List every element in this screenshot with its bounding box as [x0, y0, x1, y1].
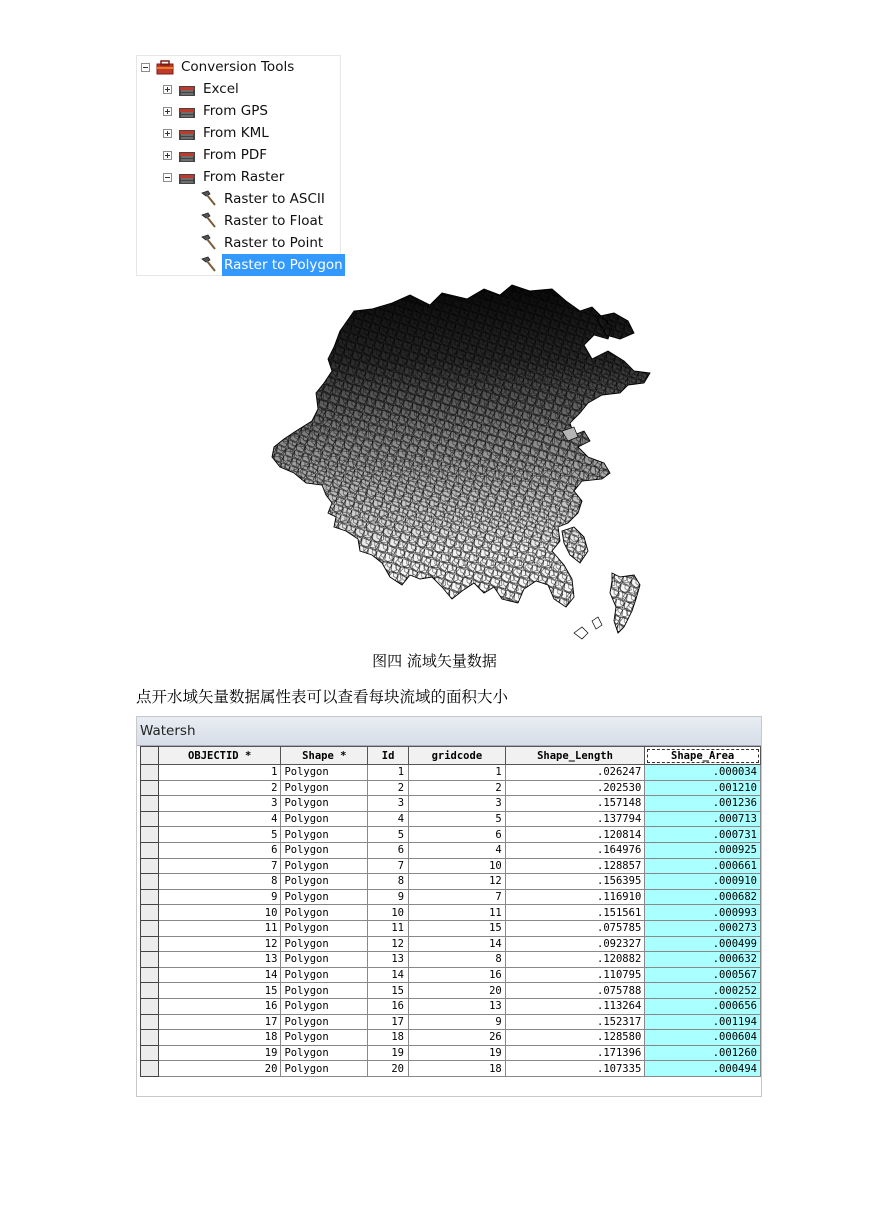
- column-header-shape[interactable]: Shape *: [281, 747, 368, 765]
- cell-shape-area[interactable]: .000925: [645, 842, 761, 858]
- cell-id[interactable]: 5: [368, 827, 409, 843]
- cell-shape[interactable]: Polygon: [281, 905, 368, 921]
- row-selector[interactable]: [141, 983, 159, 999]
- table-title: Watersh: [137, 717, 761, 746]
- hammer-icon: [199, 256, 222, 274]
- cell-shape-area[interactable]: .000731: [645, 827, 761, 843]
- cell-shape-length[interactable]: .116910: [505, 889, 645, 905]
- cell-gridcode[interactable]: 2: [409, 780, 506, 796]
- cell-objectid[interactable]: 15: [158, 983, 281, 999]
- cell-objectid[interactable]: 11: [158, 920, 281, 936]
- tree-node-tool[interactable]: [199, 188, 327, 210]
- cell-id[interactable]: 3: [368, 796, 409, 812]
- tree-node-toolset[interactable]: [163, 122, 271, 144]
- tree-node-toolset[interactable]: [163, 166, 286, 188]
- cell-gridcode[interactable]: 11: [409, 905, 506, 921]
- cell-id[interactable]: 6: [368, 842, 409, 858]
- hammer-icon: [199, 212, 222, 230]
- table-row[interactable]: [141, 765, 761, 781]
- cell-objectid[interactable]: 9: [158, 889, 281, 905]
- cell-gridcode[interactable]: 3: [409, 796, 506, 812]
- row-selector[interactable]: [141, 920, 159, 936]
- cell-shape[interactable]: Polygon: [281, 920, 368, 936]
- cell-shape-area[interactable]: .000252: [645, 983, 761, 999]
- cell-shape[interactable]: Polygon: [281, 842, 368, 858]
- cell-shape[interactable]: Polygon: [281, 936, 368, 952]
- attribute-grid: [140, 746, 761, 1077]
- cell-gridcode[interactable]: 18: [409, 1061, 506, 1077]
- cell-id[interactable]: 20: [368, 1061, 409, 1077]
- toolbox-tree: [136, 55, 341, 276]
- cell-shape-area[interactable]: .000499: [645, 936, 761, 952]
- cell-objectid[interactable]: 5: [158, 827, 281, 843]
- cell-gridcode[interactable]: 20: [409, 983, 506, 999]
- toolset-icon: [178, 104, 201, 119]
- cell-gridcode[interactable]: 14: [409, 936, 506, 952]
- table-row[interactable]: [141, 811, 761, 827]
- hammer-icon: [199, 234, 222, 252]
- cell-shape-area[interactable]: .000494: [645, 1061, 761, 1077]
- cell-shape-area[interactable]: .000656: [645, 998, 761, 1014]
- cell-gridcode[interactable]: 15: [409, 920, 506, 936]
- table-row[interactable]: [141, 1030, 761, 1046]
- cell-shape-length[interactable]: .092327: [505, 936, 645, 952]
- toolset-icon: [178, 126, 201, 141]
- row-selector[interactable]: [141, 811, 159, 827]
- table-row[interactable]: [141, 1014, 761, 1030]
- cell-shape-length[interactable]: .202530: [505, 780, 645, 796]
- cell-shape-area[interactable]: .000993: [645, 905, 761, 921]
- cell-shape-area[interactable]: .001210: [645, 780, 761, 796]
- cell-shape-area[interactable]: .000682: [645, 889, 761, 905]
- tree-node-toolset[interactable]: [163, 144, 269, 166]
- cell-objectid[interactable]: 20: [158, 1061, 281, 1077]
- row-selector[interactable]: [141, 889, 159, 905]
- cell-shape-area[interactable]: .000273: [645, 920, 761, 936]
- cell-gridcode[interactable]: 9: [409, 1014, 506, 1030]
- cell-objectid[interactable]: 1: [158, 765, 281, 781]
- cell-id[interactable]: 19: [368, 1045, 409, 1061]
- expand-icon[interactable]: [163, 129, 172, 138]
- cell-id[interactable]: 11: [368, 920, 409, 936]
- collapse-icon[interactable]: [141, 63, 150, 72]
- cell-objectid[interactable]: 6: [158, 842, 281, 858]
- toolset-icon: [178, 170, 201, 185]
- row-selector[interactable]: [141, 967, 159, 983]
- tree-node-tool[interactable]: [199, 210, 325, 232]
- cell-shape-area[interactable]: .000567: [645, 967, 761, 983]
- row-selector[interactable]: [141, 1030, 159, 1046]
- table-row[interactable]: [141, 874, 761, 890]
- cell-objectid[interactable]: 12: [158, 936, 281, 952]
- cell-shape[interactable]: Polygon: [281, 858, 368, 874]
- table-row[interactable]: [141, 936, 761, 952]
- cell-gridcode[interactable]: 13: [409, 998, 506, 1014]
- cell-id[interactable]: 7: [368, 858, 409, 874]
- cell-shape-area[interactable]: .001260: [645, 1045, 761, 1061]
- figure-caption: 图四 流域矢量数据: [372, 652, 497, 670]
- row-selector[interactable]: [141, 905, 159, 921]
- cell-shape[interactable]: Polygon: [281, 796, 368, 812]
- cell-shape-length[interactable]: .128857: [505, 858, 645, 874]
- table-row[interactable]: [141, 796, 761, 812]
- cell-shape-area[interactable]: .000713: [645, 811, 761, 827]
- cell-shape-length[interactable]: .026247: [505, 765, 645, 781]
- cell-shape-length[interactable]: .075785: [505, 920, 645, 936]
- row-selector[interactable]: [141, 827, 159, 843]
- toolbox-icon: [156, 60, 174, 75]
- select-all-cell[interactable]: [141, 747, 159, 765]
- cell-shape-area[interactable]: .000034: [645, 765, 761, 781]
- cell-shape[interactable]: Polygon: [281, 765, 368, 781]
- cell-gridcode[interactable]: 6: [409, 827, 506, 843]
- cell-shape-length[interactable]: .113264: [505, 998, 645, 1014]
- cell-id[interactable]: 10: [368, 905, 409, 921]
- toolset-label: From GPS: [203, 103, 268, 119]
- expand-icon[interactable]: [163, 151, 172, 160]
- cell-shape-length[interactable]: .157148: [505, 796, 645, 812]
- cell-shape[interactable]: Polygon: [281, 998, 368, 1014]
- tree-node-conversion-tools[interactable]: [141, 56, 296, 78]
- cell-gridcode[interactable]: 1: [409, 765, 506, 781]
- cell-objectid[interactable]: 4: [158, 811, 281, 827]
- tree-node-tool[interactable]: [199, 232, 325, 254]
- row-selector[interactable]: [141, 1061, 159, 1077]
- tree-node-tool[interactable]: [199, 254, 345, 276]
- cell-shape-area[interactable]: .000661: [645, 858, 761, 874]
- collapse-icon[interactable]: [163, 173, 172, 182]
- row-selector[interactable]: [141, 998, 159, 1014]
- tool-label: Raster to ASCII: [224, 191, 325, 207]
- cell-objectid[interactable]: 17: [158, 1014, 281, 1030]
- cell-shape-area[interactable]: .000632: [645, 952, 761, 968]
- cell-gridcode[interactable]: 8: [409, 952, 506, 968]
- cell-id[interactable]: 1: [368, 765, 409, 781]
- row-selector[interactable]: [141, 796, 159, 812]
- column-header-gridcode[interactable]: gridcode: [409, 747, 506, 765]
- column-header-id[interactable]: Id: [368, 747, 409, 765]
- table-row[interactable]: [141, 998, 761, 1014]
- expand-icon[interactable]: [163, 85, 172, 94]
- cell-shape-length[interactable]: .137794: [505, 811, 645, 827]
- row-selector[interactable]: [141, 1014, 159, 1030]
- tree-node-toolset[interactable]: [163, 100, 270, 122]
- cell-shape-length[interactable]: .107335: [505, 1061, 645, 1077]
- tree-node-toolset[interactable]: [163, 78, 241, 100]
- table-row[interactable]: [141, 842, 761, 858]
- cell-id[interactable]: 14: [368, 967, 409, 983]
- cell-objectid[interactable]: 10: [158, 905, 281, 921]
- row-selector[interactable]: [141, 1045, 159, 1061]
- tool-label: Raster to Point: [224, 235, 324, 251]
- body-paragraph: 点开水域矢量数据属性表可以查看每块流域的面积大小: [136, 688, 509, 706]
- cell-shape-length[interactable]: .128580: [505, 1030, 645, 1046]
- row-selector[interactable]: [141, 765, 159, 781]
- table-row[interactable]: [141, 858, 761, 874]
- watershed-polygon-map: [262, 281, 662, 643]
- tool-label: Raster to Float: [224, 213, 324, 229]
- cell-gridcode[interactable]: 26: [409, 1030, 506, 1046]
- table-row[interactable]: [141, 1045, 761, 1061]
- table-row[interactable]: [141, 780, 761, 796]
- cell-gridcode[interactable]: 19: [409, 1045, 506, 1061]
- tool-label: Raster to Polygon: [222, 254, 345, 276]
- cell-shape-length[interactable]: .120882: [505, 952, 645, 968]
- cell-shape-area[interactable]: .000604: [645, 1030, 761, 1046]
- cell-shape-length[interactable]: .110795: [505, 967, 645, 983]
- cell-objectid[interactable]: 14: [158, 967, 281, 983]
- cell-objectid[interactable]: 2: [158, 780, 281, 796]
- cell-shape[interactable]: Polygon: [281, 1045, 368, 1061]
- row-selector[interactable]: [141, 858, 159, 874]
- cell-objectid[interactable]: 18: [158, 1030, 281, 1046]
- cell-gridcode[interactable]: 10: [409, 858, 506, 874]
- cell-shape[interactable]: Polygon: [281, 967, 368, 983]
- toolset-label: From PDF: [203, 147, 268, 163]
- table-header-row: [141, 747, 761, 765]
- cell-id[interactable]: 8: [368, 874, 409, 890]
- cell-shape-length[interactable]: .156395: [505, 874, 645, 890]
- cell-shape-area[interactable]: .001194: [645, 1014, 761, 1030]
- row-selector[interactable]: [141, 874, 159, 890]
- row-selector[interactable]: [141, 842, 159, 858]
- cell-shape[interactable]: Polygon: [281, 952, 368, 968]
- cell-id[interactable]: 4: [368, 811, 409, 827]
- cell-objectid[interactable]: 8: [158, 874, 281, 890]
- cell-objectid[interactable]: 13: [158, 952, 281, 968]
- cell-shape-area[interactable]: .000910: [645, 874, 761, 890]
- cell-gridcode[interactable]: 7: [409, 889, 506, 905]
- table-row[interactable]: [141, 967, 761, 983]
- cell-shape[interactable]: Polygon: [281, 811, 368, 827]
- table-row[interactable]: [141, 920, 761, 936]
- cell-shape-length[interactable]: .152317: [505, 1014, 645, 1030]
- cell-shape[interactable]: Polygon: [281, 827, 368, 843]
- cell-shape-length[interactable]: .075788: [505, 983, 645, 999]
- cell-id[interactable]: 18: [368, 1030, 409, 1046]
- cell-id[interactable]: 15: [368, 983, 409, 999]
- column-header-objectid[interactable]: OBJECTID *: [158, 747, 281, 765]
- cell-shape[interactable]: Polygon: [281, 1014, 368, 1030]
- toolset-icon: [178, 148, 201, 163]
- cell-gridcode[interactable]: 12: [409, 874, 506, 890]
- cell-shape[interactable]: Polygon: [281, 780, 368, 796]
- tree-node-label: Conversion Tools: [181, 59, 295, 75]
- cell-shape-length[interactable]: .151561: [505, 905, 645, 921]
- cell-shape[interactable]: Polygon: [281, 983, 368, 999]
- table-row[interactable]: [141, 1061, 761, 1077]
- table-row[interactable]: [141, 983, 761, 999]
- row-selector[interactable]: [141, 780, 159, 796]
- cell-shape[interactable]: Polygon: [281, 889, 368, 905]
- cell-id[interactable]: 9: [368, 889, 409, 905]
- cell-shape-length[interactable]: .164976: [505, 842, 645, 858]
- cell-shape[interactable]: Polygon: [281, 1030, 368, 1046]
- cell-shape-area[interactable]: .001236: [645, 796, 761, 812]
- cell-id[interactable]: 12: [368, 936, 409, 952]
- cell-objectid[interactable]: 16: [158, 998, 281, 1014]
- cell-shape-length[interactable]: .171396: [505, 1045, 645, 1061]
- row-selector[interactable]: [141, 952, 159, 968]
- table-row[interactable]: [141, 952, 761, 968]
- toolset-label: Excel: [203, 81, 239, 97]
- cell-id[interactable]: 17: [368, 1014, 409, 1030]
- hammer-icon: [199, 190, 222, 208]
- toolset-label: From KML: [203, 125, 269, 141]
- cell-gridcode[interactable]: 5: [409, 811, 506, 827]
- toolset-icon: [178, 82, 201, 97]
- cell-gridcode[interactable]: 16: [409, 967, 506, 983]
- cell-id[interactable]: 2: [368, 780, 409, 796]
- table-row[interactable]: [141, 889, 761, 905]
- table-row[interactable]: [141, 827, 761, 843]
- toolset-label: From Raster: [203, 169, 285, 185]
- row-selector[interactable]: [141, 936, 159, 952]
- cell-shape[interactable]: Polygon: [281, 874, 368, 890]
- cell-shape-length[interactable]: .120814: [505, 827, 645, 843]
- cell-objectid[interactable]: 7: [158, 858, 281, 874]
- expand-icon[interactable]: [163, 107, 172, 116]
- cell-objectid[interactable]: 3: [158, 796, 281, 812]
- cell-gridcode[interactable]: 4: [409, 842, 506, 858]
- attribute-table-window: [136, 716, 762, 1097]
- column-header-shape-length[interactable]: Shape_Length: [505, 747, 645, 765]
- column-header-shape-area[interactable]: Shape_Area: [645, 747, 761, 765]
- cell-objectid[interactable]: 19: [158, 1045, 281, 1061]
- cell-shape[interactable]: Polygon: [281, 1061, 368, 1077]
- cell-id[interactable]: 16: [368, 998, 409, 1014]
- table-row[interactable]: [141, 905, 761, 921]
- cell-id[interactable]: 13: [368, 952, 409, 968]
